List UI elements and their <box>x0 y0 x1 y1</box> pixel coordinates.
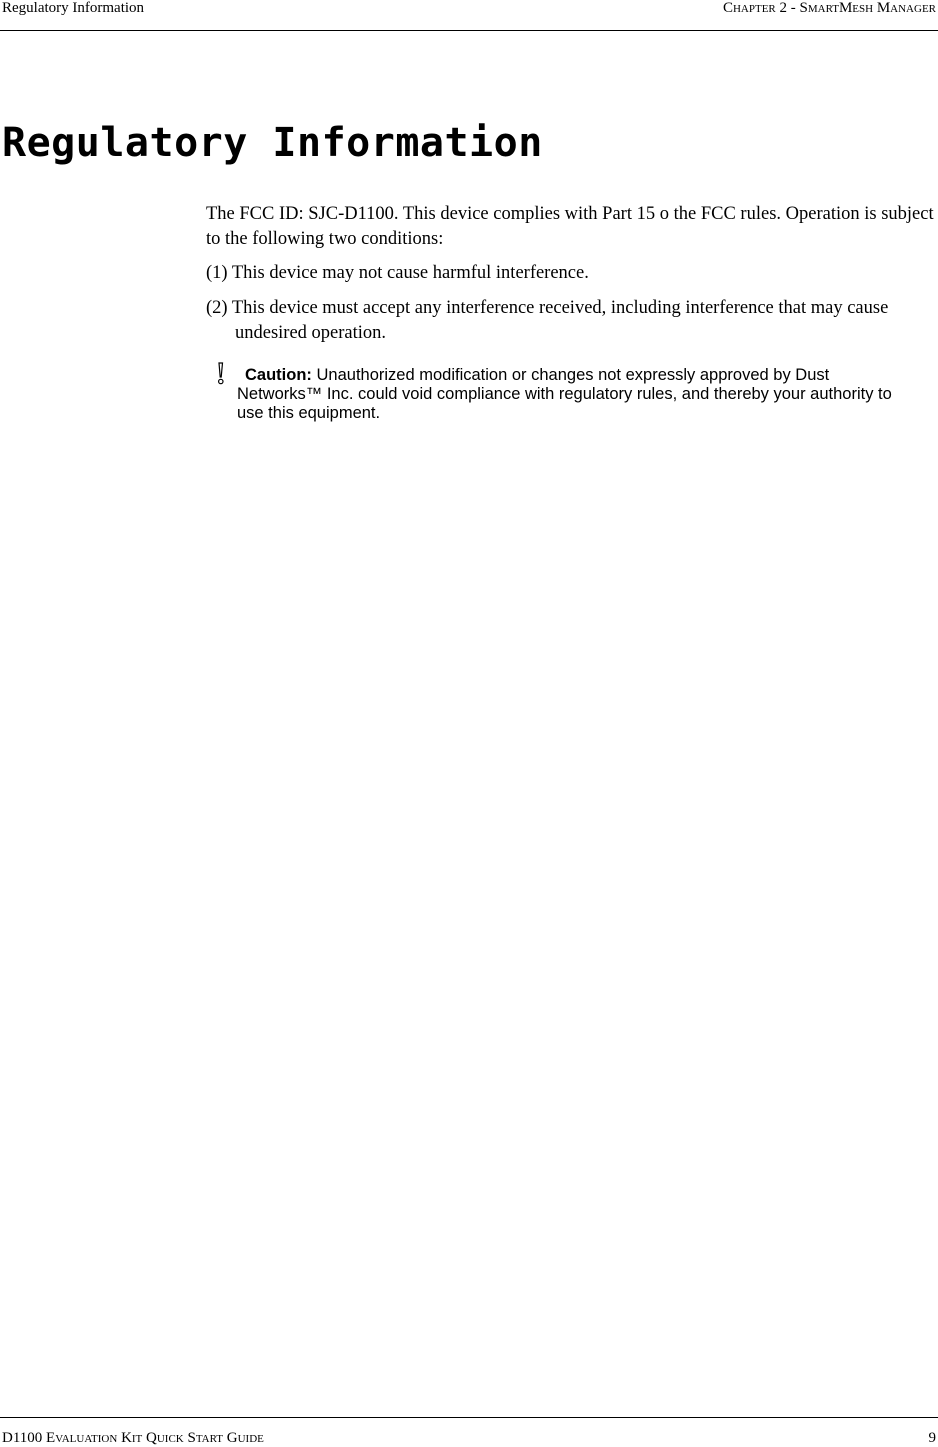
caution-label: Caution: <box>245 366 312 384</box>
condition-1: (1) This device may not cause harmful interference. <box>206 263 589 283</box>
page-number: 9 <box>928 1430 936 1446</box>
page-title: Regulatory Information <box>2 120 543 166</box>
exclamation-icon <box>210 362 230 386</box>
header-section-title: Regulatory Information <box>2 0 145 16</box>
footer-guide-title: D1100 Evaluation Kit Quick Start Guide <box>2 1430 264 1446</box>
caution-body: Unauthorized modification or changes not expressly approved by Dust Networks™ Inc. could void compliance with regulatory rules, and thereby your authority to use this equipment. <box>237 366 892 422</box>
caution-text <box>237 366 917 423</box>
running-header <box>0 0 938 31</box>
condition-2: (2) This device must accept any interference received, including interference that may cause undesired operation. <box>206 298 889 343</box>
header-chapter-title: Chapter 2 - SmartMesh Manager <box>722 0 936 16</box>
fcc-intro-paragraph: The FCC ID: SJC-D1100. This device complies with Part 15 o the FCC rules. Operation is subject to the following two conditions: <box>206 204 934 249</box>
running-footer <box>0 1417 938 1447</box>
